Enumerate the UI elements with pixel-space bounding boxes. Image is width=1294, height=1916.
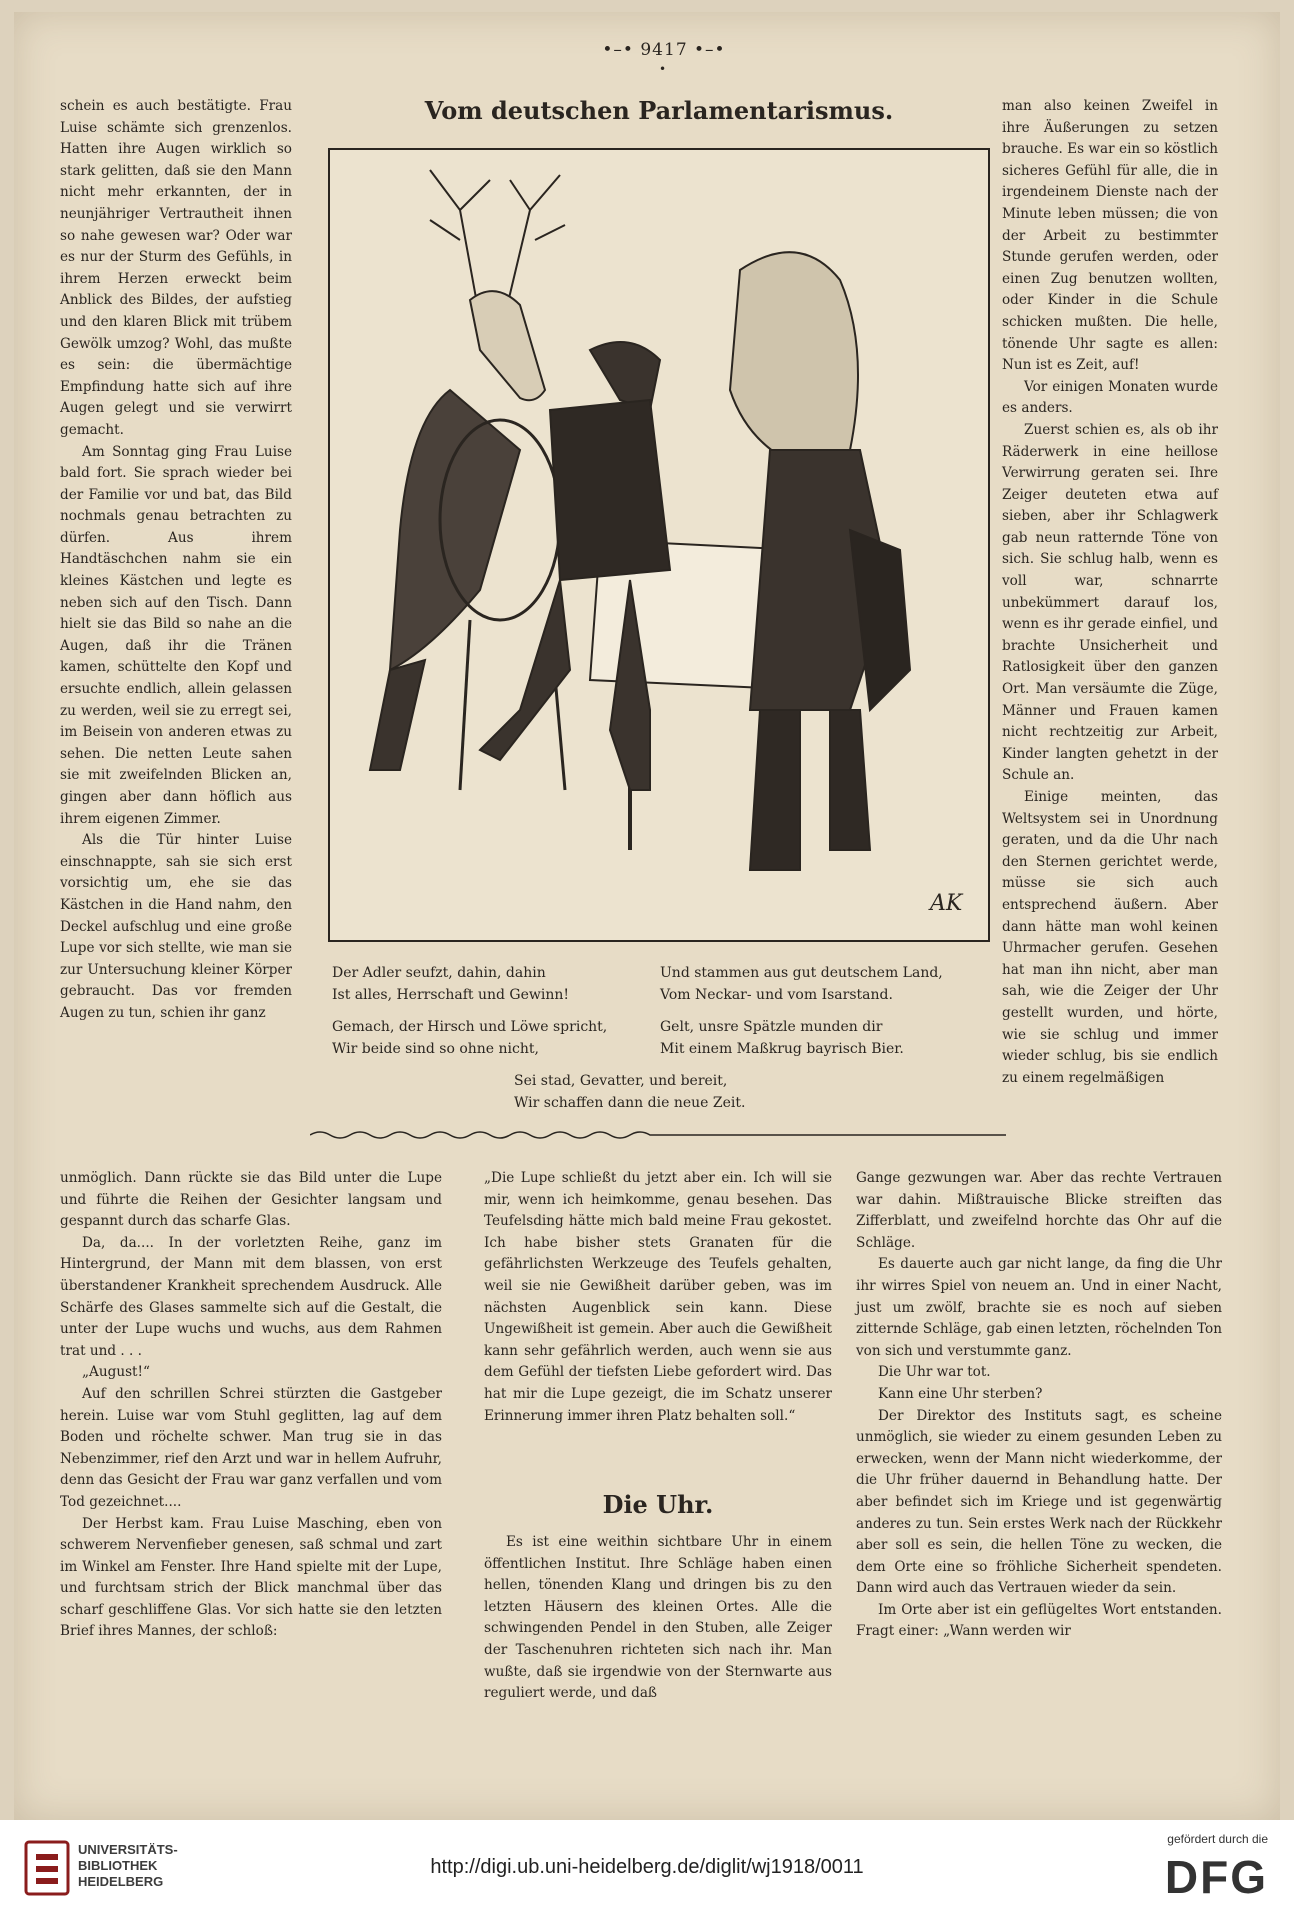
footer-bar: [0, 1820, 1294, 1916]
article-die-uhr-continued: [856, 1168, 1222, 1643]
article-die-uhr-start: [484, 1532, 832, 1705]
paragraph: Es ist eine weithin sichtbare Uhr in einem öffentlichen Institut. Ihre Schläge haben einen hellen, tönenden Klang und dringen bis zu den letzten Häusern des kleinen Ortes. Alle die schwingenden Pendel in den Stuben, alle Zeiger der Taschenuhren richteten sich nach ihr. Man wußte, daß sie irgendwie von der Sternwarte aus reguliert werde, und daß: [484, 1534, 832, 1702]
paragraph: Zuerst schien es, als ob ihr Räderwerk in eine heillose Verwirrung geraten sei. Ihre Zeiger deuteten etwa auf sieben, aber ihr Schlagwerk gab neun ratternde Töne von sich. Sie schlug halb, wenn es voll war, schnarrte unbekümmert darauf los, wenn es ihr gerade einfiel, und brachte Unsicherheit und Ratlosigkeit über den ganzen Ort. Man versäumte die Züge, Männer und Frauen kamen nicht rechtzeitig zur Arbeit, Kinder langten gehetzt in der Schule an.: [1002, 421, 1218, 784]
folio-ornament: •: [659, 62, 667, 76]
paragraph: Gange gezwungen war. Aber das rechte Vertrauen war dahin. Mißtrauische Blicke streiften das Zifferblatt, und zweifelnd horchte das Ohr auf die Schläge.: [856, 1170, 1222, 1251]
paragraph: Einige meinten, das Weltsystem sei in Unordnung geraten, und da die Uhr nach den Sternen gerichtet werde, müsse sie sich auch entsprechend äußern. Aber dann hätte man wohl keinen Uhrmacher gerufen. Gesehen hat man ihn nicht, aber man sah, wie die Zeiger der Uhr gestellt wurden, und hörte, wie sie schlug und immer wieder schlug, bis sie endlich zu einem regelmäßigen: [1002, 789, 1218, 1086]
newspaper-page: [14, 12, 1280, 1820]
article-title-die-uhr: Die Uhr.: [602, 1490, 714, 1519]
paragraph: Der Direktor des Instituts sagt, es scheine unmöglich, sie wieder zu einem gesunden Leben zu erwecken, wenn der Mann nicht wiederkomme, der die Uhr früher dauernd in Behandlung hatte. Der aber befindet sich im Kriege und ist gegenwärtig anderes zu tun. Sein erstes Werk nach der Rückkehr aber soll es sein, die hellen Töne zu wecken, die dem Orte eine so fröhliche Sicherheit spendeten. Dann wird auch das Vertrauen wieder da sein.: [856, 1407, 1222, 1597]
paragraph: man also keinen Zweifel in ihre Äußerungen zu setzen brauche. Es war ein so köstlich sicheres Gefühl für alle, die in irgendeinem Dienste nach der Minute leben müssen; die von der Arbeit zu bestimmter Stunde gerufen werden, oder einen Zug benutzen wollten, oder Kinder in die Schule schicken mußten. Die helle, tönende Uhr sagte es allen: Nun ist es Zeit, auf!: [1002, 98, 1218, 374]
poem-line: Und stammen aus gut deutschem Land,: [660, 965, 943, 981]
library-name: UNIVERSITÄTS- BIBLIOTHEK HEIDELBERG: [78, 1842, 178, 1889]
poem-line: Der Adler seufzt, dahin, dahin: [332, 965, 546, 981]
poem-left-stanzas: [332, 962, 652, 1060]
poem-closing-stanza: [514, 1070, 834, 1114]
poem-line: Wir schaffen dann die neue Zeit.: [514, 1095, 746, 1111]
paragraph: Als die Tür hinter Luise einschnappte, sah sie sich erst vorsichtig um, ehe sie das Kästchen in die Hand nahm, den Deckel aufschlug und eine große Lupe vor sich stellte, wie man sie zur Untersuchung kleiner Körper gebraucht. Das vor fremden Augen zu tun, schien ihr ganz: [60, 832, 292, 1021]
paragraph: Da, da.... In der vorletzten Reihe, ganz im Hintergrund, der Mann mit dem blassen, von erst überstandener Krankheit sprechendem Ausdruck. Alle Schärfe des Glases sammelte sich auf die Gestalt, die unter der Lupe wuchs und wuchs, aus dem Rahmen trat und . . .: [60, 1234, 442, 1359]
paragraph: unmöglich. Dann rückte sie das Bild unter die Lupe und führte die Reihen der Gesichter langsam und gespannt durch das scharfe Glas.: [60, 1170, 442, 1230]
dfg-logo: DFG: [1164, 1851, 1268, 1903]
paragraph: Vor einigen Monaten wurde es anders.: [1002, 378, 1218, 417]
paragraph: Der Herbst kam. Frau Luise Masching, eben von schwerem Nervenfieber genesen, saß schmal und zart im Winkel am Fenster. Ihre Hand spielte mit der Lupe, und furchtsam strich der Blick manchmal über das scharf geschliffene Glas. Vor sich hatte sie den letzten Brief ihres Mannes, der schloß:: [60, 1515, 442, 1640]
poem-line: Sei stad, Gevatter, und bereit,: [514, 1073, 728, 1089]
poem-line: Gelt, unsre Spätzle munden dir: [660, 1019, 883, 1035]
paragraph: Am Sonntag ging Frau Luise bald fort. Sie sprach wieder bei der Familie vor und bat, das Bild nochmals genau betrachten zu dürfen. Aus ihrem Handtäschchen nahm sie ein kleines Kästchen und legte es neben sich auf den Tisch. Dann hielt sie das Bild so nahe an die Augen, daß ihr die Tränen kamen, schüttelte den Kopf und ersuchte endlich, allein gelassen zu werden, weil sie zu erregt sei, im Beisein von anderen etwas zu sehen. Die netten Leute sahen sie mit zweifelnden Blicken an, gingen aber dann höflich aus ihrem eigenen Zimmer.: [60, 443, 292, 827]
story-column-left: [60, 96, 292, 1025]
paragraph: schein es auch bestätigte. Frau Luise schämte sich grenzenlos. Hatten ihre Augen wirklich so stark gelitten, daß sie den Mann nicht mehr erkannten, der in neunjähriger Vertrautheit ihnen so nahe gewesen war? Oder war es nur der Sturm des Gefühls, in ihrem Herzen erweckt beim Anblick des Bildes, der aufstieg und den klaren Blick mit trübem Gewölk umzog? Wohl, das mußte es sein: die übermächtige Empfindung hatte sich auf ihre Augen gelegt und sie verwirrt gemacht.: [60, 98, 292, 438]
paragraph: „Die Lupe schließt du jetzt aber ein. Ich will sie mir, wenn ich heimkomme, genau besehen. Das Teufelsding hätte mich bald meine Frau gekostet. Ich habe bisher stets Granaten für die gefährlichsten Werkzeuge des Teufels gehalten, weil sie nie Gewißheit darüber geben, was im nächsten Augenblick sein kann. Diese Ungewißheit ist gemein. Aber auch die Gewißheit kann sehr gefährlich werden, auch wenn sie aus dem Gefühl der tiefsten Liebe gefordert wird. Das hat mir die Lupe gezeigt, die im Schatz unserer Erinnerung immer ihren Platz behalten soll.“: [484, 1170, 832, 1424]
page-number: •–• 9417 •–•: [602, 40, 726, 60]
cartoon-title: Vom deutschen Parlamentarismus.: [424, 96, 894, 125]
stanza-gap: [332, 1006, 652, 1016]
paragraph: Auf den schrillen Schrei stürzten die Gastgeber herein. Luise war vom Stuhl geglitten, lag auf dem Boden und röchelte schwer. Man trug sie in das Nebenzimmer, rief den Arzt und war in hellem Aufruhr, denn das Gesicht der Frau war ganz verfallen und vom Tod gezeichnet....: [60, 1385, 442, 1510]
artist-signature: AK: [930, 891, 963, 916]
cartoon-drawing: [330, 150, 988, 940]
paragraph: Es dauerte auch gar nicht lange, da fing die Uhr ihr wirres Spiel von neuem an. Und in einer Nacht, just um zwölf, brachte sie es noch auf sieben zitternde Schläge, gab einen letzten, röchelnden Ton von sich und verstummte ganz.: [856, 1256, 1222, 1359]
cartoon-illustration: [328, 148, 990, 942]
funding-note: gefördert durch die: [1167, 1832, 1268, 1846]
poem-line: Ist alles, Herrschaft und Gewinn!: [332, 987, 570, 1003]
poem-line: Wir beide sind so ohne nicht,: [332, 1041, 539, 1057]
paragraph: Kann eine Uhr sterben?: [878, 1385, 1043, 1402]
poem-right-stanzas: [660, 962, 990, 1060]
paragraph: Die Uhr war tot.: [878, 1364, 991, 1381]
story-lower-middle: [484, 1168, 832, 1427]
poem-line: Mit einem Maßkrug bayrisch Bier.: [660, 1041, 904, 1057]
story-lower-left: [60, 1168, 442, 1643]
paragraph: „August!“: [82, 1364, 150, 1381]
poem-line: Gemach, der Hirsch und Löwe spricht,: [332, 1019, 608, 1035]
stanza-gap: [660, 1006, 990, 1016]
wavy-divider: [310, 1127, 1006, 1143]
permalink-url[interactable]: http://digi.ub.uni-heidelberg.de/diglit/wj1918/0011: [430, 1856, 864, 1878]
paragraph: Im Orte aber ist ein geflügeltes Wort entstanden. Fragt einer: „Wann werden wir: [856, 1601, 1222, 1640]
poem-line: Vom Neckar- und vom Isarstand.: [660, 987, 893, 1003]
story-column-right: [1002, 96, 1218, 1089]
